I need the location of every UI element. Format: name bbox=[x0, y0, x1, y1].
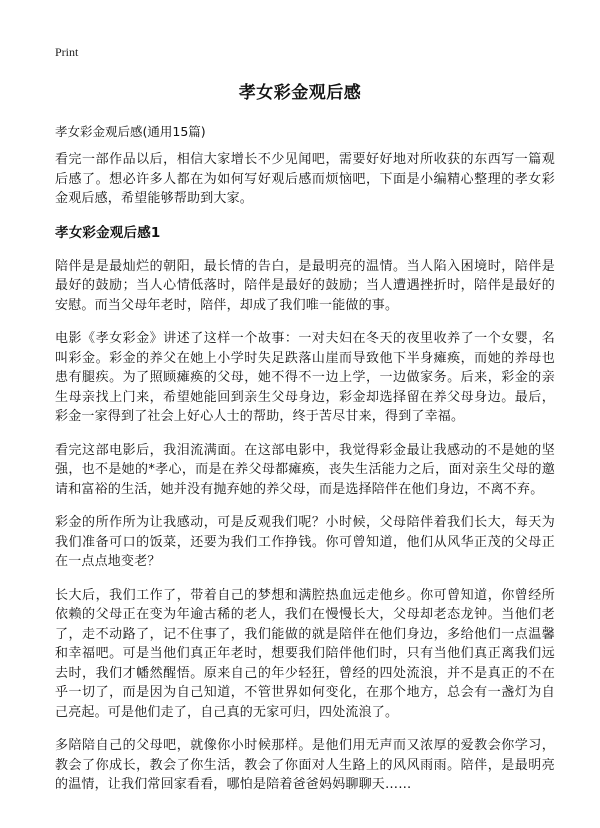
body-paragraph: 陪伴是是最灿烂的朝阳，最长情的告白，是最明亮的温情。当人陷入困境时，陪伴是最好的鼓励；当人心情低落时，陪伴是最好的鼓励；当人遭遇挫折时，陪伴是最好的安慰。而当父母年老时，陪伴，却成了我们唯一能做的事。 bbox=[55, 258, 555, 313]
article-body bbox=[55, 150, 555, 809]
intro-paragraph: 看完一部作品以后，相信大家增长不少见闻吧，需要好好地对所收获的东西写一篇观后感了。想必许多人都在为如何写好观后感而烦恼吧，下面是小编精心整理的孝女彩金观后感，希望能够帮助到大家。 bbox=[55, 152, 555, 206]
print-link[interactable]: Print bbox=[55, 45, 79, 59]
section-heading: 孝女彩金观后感1 bbox=[55, 224, 161, 241]
body-paragraph: 电影《孝女彩金》讲述了这样一个故事：一对夫妇在冬天的夜里收养了一个女婴，名叫彩金。彩金的养父在她上小学时失足跌落山崖而导致他下半身瘫痪，而她的养母也患有腿疾。为了照顾瘫痪的父母，她不得不一边上学，一边做家务。后来，彩金的亲生母亲找上门来，希望她能回到亲生父母身边，彩金却选择留在养父母身边。最后，彩金一家得到了社会上好心人士的帮助，终于苦尽甘来，得到了幸福。 bbox=[55, 331, 555, 424]
page-title: 孝女彩金观后感 bbox=[238, 83, 362, 103]
body-paragraph: 多陪陪自己的父母吧，就像你小时候那样。是他们用无声而又浓厚的爱教会你学习，教会了你成长，教会了你生活，教会了你面对人生路上的风风雨雨。陪伴，是最明亮的温情，让我们常回家看看，哪怕是陪着爸爸妈妈聊聊天…… bbox=[55, 738, 555, 792]
body-paragraph: 彩金的所作所为让我感动，可是反观我们呢？小时候，父母陪伴着我们长大，每天为我们准备可口的饭菜，还要为我们工作挣钱。你可曾知道，他们从风华正茂的父母正在一点点地变老？ bbox=[55, 515, 555, 569]
body-paragraph: 长大后，我们工作了，带着自己的梦想和满腔热血远走他乡。你可曾知道，你曾经所依赖的父母正在变为年逾古稀的老人，我们在慢慢长大，父母却老态龙钟。当他们老了，走不动路了，记不住事了，我们能做的就是陪伴在他们身边，多给他们一点温馨和幸福吧。可是当他们真正年老时，想要我们陪伴他们时，只有当他们真正离我们远去时，我们才幡然醒悟。原来自己的年少轻狂，曾经的四处流浪，并不是真正的不在乎一切了，而是因为自己知道，不管世界如何变化，在那个地方，总会有一盏灯为自己亮起。可是他们走了，自己真的无家可归，四处流浪了。 bbox=[55, 587, 555, 720]
body-paragraph: 看完这部电影后，我泪流满面。在这部电影中，我觉得彩金最让我感动的不是她的坚强，也不是她的*孝心，而是在养父母都瘫痪，丧失生活能力之后，面对亲生父母的邀请和富裕的生活，她并没有抛弃她的养父母，而是选择陪伴在他们身边，不离不弃。 bbox=[55, 442, 555, 497]
document-subtitle: 孝女彩金观后感(通用15篇) bbox=[55, 124, 206, 139]
